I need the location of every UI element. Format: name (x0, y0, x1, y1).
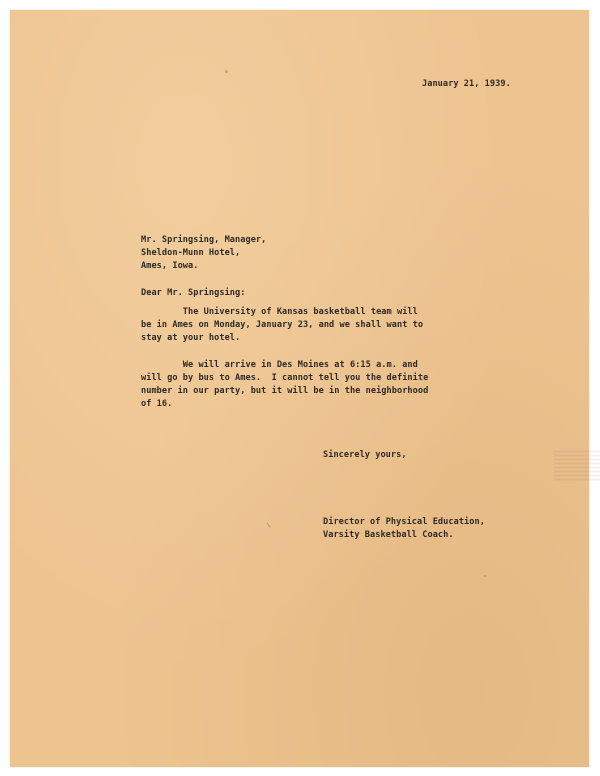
recipient-line: Ames, Iowa. (141, 261, 199, 271)
signature-line: Director of Physical Education, (323, 517, 485, 527)
paper-smudge (554, 450, 600, 480)
letter-date: January 21, 1939. (422, 79, 511, 89)
body-paragraph-2 (141, 359, 428, 411)
paper-speck (266, 522, 270, 527)
paragraph-line: stay at your hotel. (141, 333, 241, 343)
paragraph-line: will go by bus to Ames. I cannot tell you the definite (141, 373, 429, 383)
salutation: Dear Mr. Springsing: (141, 288, 246, 298)
paragraph-line: The University of Kansas basketball team will (141, 307, 418, 317)
paragraph-line: number in our party, but it will be in the neighborhood (141, 386, 429, 396)
letter-page (10, 10, 589, 767)
paragraph-line: We will arrive in Des Moines at 6:15 a.m. and (141, 360, 418, 370)
complimentary-closing: Sincerely yours, (323, 450, 407, 460)
body-paragraph-1 (141, 306, 423, 345)
recipient-address (141, 234, 266, 273)
signature-line: Varsity Basketball Coach. (323, 530, 454, 540)
paragraph-line: be in Ames on Monday, January 23, and we shall want to (141, 320, 424, 330)
paragraph-line: of 16. (141, 399, 173, 409)
recipient-line: Sheldon-Munn Hotel, (141, 248, 241, 258)
recipient-line: Mr. Springsing, Manager, (141, 235, 267, 245)
paper-speck (225, 70, 228, 73)
signature-block (323, 516, 485, 542)
paper-speck (484, 575, 486, 577)
